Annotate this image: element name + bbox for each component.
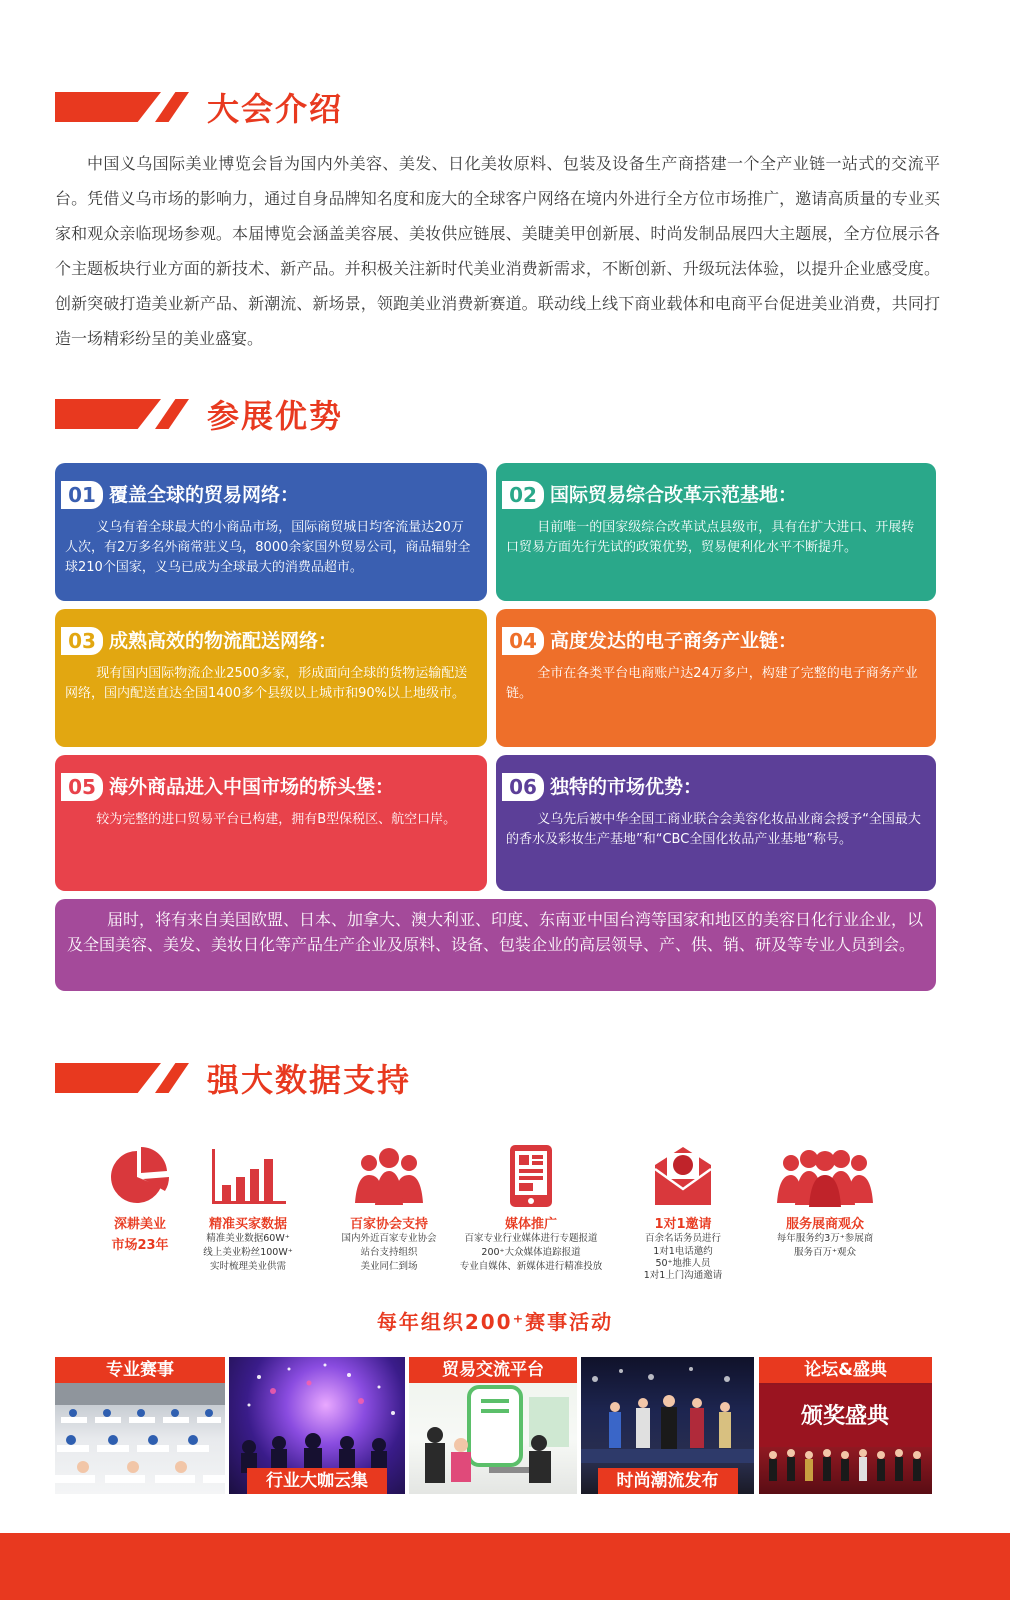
heading-slash-decoration: [155, 399, 189, 429]
advantage-card-05: [55, 755, 487, 891]
audience-icon: [750, 1145, 900, 1207]
stat-title: 市场23年: [111, 1238, 169, 1253]
stat-title: 深耕美业: [113, 1217, 166, 1232]
stat-line: 50⁺地推人员: [655, 1258, 711, 1269]
photo-industry-leaders: [229, 1357, 405, 1494]
attendees-summary-card: 届时，将有来自美国欧盟、日本、加拿大、澳大利亚、印度、东南亚中国台湾等国家和地区的美容日化行业企业，以及全国美容、美发、美妆日化等产品生产企业及原料、设备、包装企业的高层领导、产、供、销、研及等专业人员到会。: [55, 899, 936, 991]
invitation-icon: [608, 1145, 758, 1207]
stat-line: 国内外近百家专业协会: [341, 1233, 437, 1244]
card-title: 高度发达的电子商务产业链：: [550, 630, 798, 652]
advantage-card-03: [55, 609, 487, 747]
heading-slash-decoration: [155, 1063, 189, 1093]
stat-line: 1对1上门沟通邀请: [643, 1270, 723, 1281]
card-number-badge: 04: [502, 627, 544, 655]
stat-invitation: [608, 1145, 758, 1282]
photo-label: 行业大咖云集: [247, 1468, 387, 1494]
card-title: 海外商品进入中国市场的桥头堡：: [109, 776, 395, 798]
card-number-badge: 06: [502, 773, 544, 801]
advantage-card-02: [496, 463, 936, 601]
photo-label: 贸易交流平台: [409, 1357, 577, 1383]
stat-line: 精准美业数据60W⁺: [206, 1233, 290, 1244]
heading-bar-decoration: [55, 92, 161, 122]
card-body: 义乌先后被中华全国工商业联合会美容化妆品业商会授予“全国最大的香水及彩妆生产基地”和“CBC全国化妆品产业基地”称号。: [506, 812, 921, 847]
card-number-badge: 02: [502, 481, 544, 509]
stat-line: 1对1电话邀约: [653, 1246, 713, 1257]
card-number-badge: 03: [61, 627, 103, 655]
photo-forum-gala: [759, 1357, 932, 1494]
stat-line: 百家专业行业媒体进行专题报道: [464, 1233, 598, 1244]
stat-title: 1对1邀请: [654, 1217, 712, 1232]
footer-bar: [0, 1533, 1010, 1600]
stat-title: 服务展商观众: [785, 1217, 864, 1232]
stat-line: 百余名话务员进行: [644, 1233, 721, 1244]
photo-trade-platform: [409, 1357, 577, 1494]
intro-paragraph: 中国义乌国际美业博览会旨为国内外美容、美发、日化美妆原料、包装及设备生产商搭建一个全产业链一站式的交流平台。凭借义乌市场的影响力，通过自身品牌知名度和庞大的全球客户网络在境内外进行全方位市场推广，邀请高质量的专业买家和观众亲临现场参观。本届博览会涵盖美容展、美妆供应链展、美睫美甲创新展、时尚发制品展四大主题展，全方位展示各个主题板块行业方面的新技术、新产品。并积极关注新时代美业消费新需求，不断创新、升级玩法体验，以提升企业感受度。创新突破打造美业新产品、新潮流、新场景，领跑美业消费新赛道。联动线上线下商业载体和电商平台促进美业消费，共同打造一场精彩纷呈的美业盛宴。: [55, 154, 940, 348]
bar-chart-icon: [173, 1145, 323, 1207]
card-number-badge: 05: [61, 773, 103, 801]
stat-media: [456, 1145, 606, 1274]
heading-slash-decoration: [155, 92, 189, 122]
stat-line: 每年服务约3万⁺参展商: [776, 1233, 874, 1244]
group-icon: [314, 1145, 464, 1207]
section-title: 强大数据支持: [207, 1061, 412, 1099]
card-body: 较为完整的进口贸易平台已构建，拥有B型保税区、航空口岸。: [96, 812, 457, 827]
stat-title: 媒体推广: [504, 1217, 557, 1232]
card-body: 义乌有着全球最大的小商品市场，国际商贸城日均客流量达20万人次，有2万多名外商常驻义乌，8000余家国外贸易公司，商品辐射全球210个国家，义乌已成为全球最大的消费品超市。: [65, 520, 471, 575]
photo-fashion-release: [581, 1357, 754, 1494]
section-title: 参展优势: [207, 397, 344, 435]
card-title: 成熟高效的物流配送网络：: [109, 630, 338, 652]
stat-line: 专业自媒体、新媒体进行精准投放: [459, 1261, 603, 1272]
stat-buyer-data: [173, 1145, 323, 1274]
stat-line: 服务百万⁺观众: [793, 1247, 856, 1258]
stat-audience: [750, 1145, 900, 1260]
photo-competition: [55, 1357, 225, 1494]
photo-label: 专业赛事: [55, 1357, 225, 1383]
heading-bar-decoration: [55, 1063, 161, 1093]
tablet-icon: [456, 1145, 606, 1207]
advantage-card-04: [496, 609, 936, 747]
photo-label: 论坛&盛典: [759, 1357, 932, 1383]
stat-associations: [314, 1145, 464, 1274]
advantage-card-01: [55, 463, 487, 601]
photo-label: 时尚潮流发布: [598, 1468, 738, 1494]
stat-line: 线上美业粉丝100W⁺: [203, 1247, 293, 1258]
stat-title: 精准买家数据: [208, 1217, 287, 1232]
card-number-badge: 01: [61, 481, 103, 509]
card-body: 现有国内国际物流企业2500多家，形成面向全球的货物运输配送网络，国内配送直达全国1400多个县级以上城市和90%以上地级市。: [65, 666, 468, 701]
stat-title: 百家协会支持: [349, 1217, 428, 1232]
heading-bar-decoration: [55, 399, 161, 429]
section-title: 大会介绍: [207, 90, 344, 128]
stat-line: 站台支持组织: [360, 1247, 418, 1258]
advantage-card-06: [496, 755, 936, 891]
gala-sign-text: 颁奖盛典: [800, 1403, 890, 1429]
stat-line: 美业同仁到场: [360, 1261, 418, 1272]
card-title: 国际贸易综合改革示范基地：: [550, 484, 798, 506]
card-title: 独特的市场优势：: [550, 776, 703, 798]
card-body: 全市在各类平台电商账户达24万多户，构建了完整的电子商务产业链。: [506, 666, 918, 701]
stat-line: 实时梳理美业供需: [209, 1261, 286, 1272]
card-body: 目前唯一的国家级综合改革试点县级市，具有在扩大进口、开展转口贸易方面先行先试的政策优势，贸易便利化水平不断提升。: [506, 520, 915, 555]
card-title: 覆盖全球的贸易网络：: [109, 484, 300, 506]
events-headline: 每年组织200⁺赛事活动: [376, 1310, 614, 1334]
stat-line: 200⁺大众媒体追踪报道: [481, 1247, 581, 1258]
